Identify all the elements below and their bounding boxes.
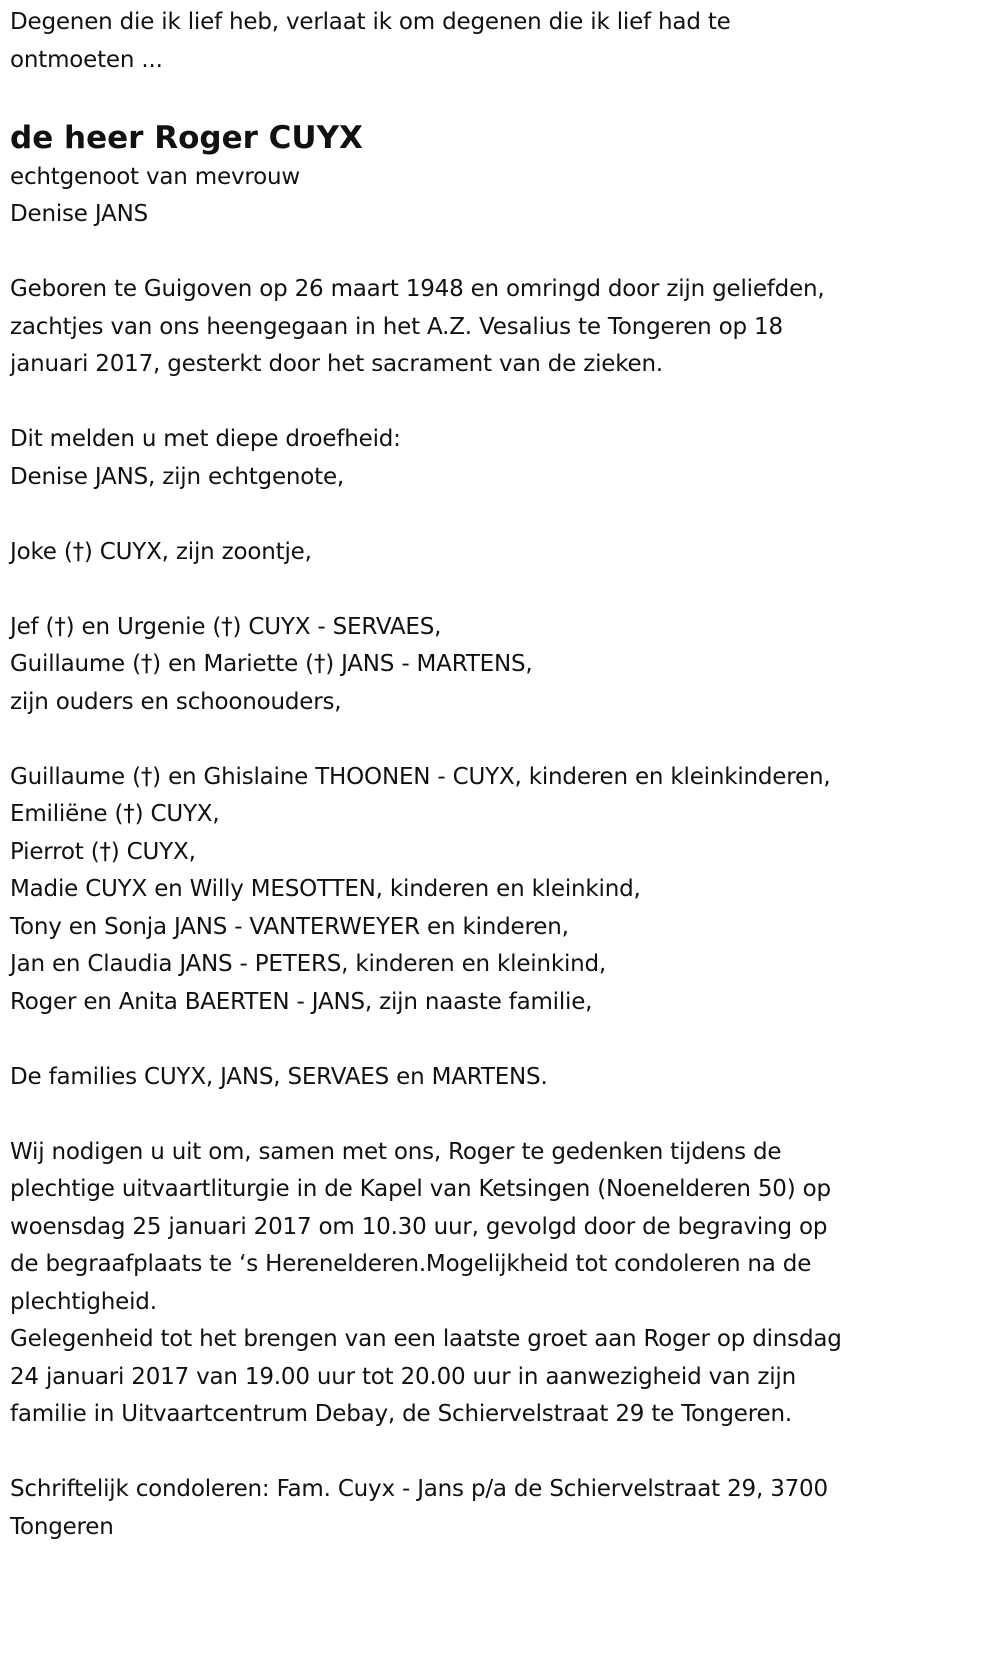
text-line: Jan en Claudia JANS - PETERS, kinderen en kleinkind,: [10, 951, 607, 977]
text-line: plechtige uitvaartliturgie in de Kapel van Ketsingen (Noenelderen 50) op: [10, 1176, 831, 1202]
text-line: Joke (†) CUYX, zijn zoontje,: [10, 538, 312, 565]
paragraph: [10, 421, 842, 496]
text-line: Denise JANS, zijn echtgenote,: [10, 463, 345, 490]
text-line: Wij nodigen u uit om, samen met ons, Roger te gedenken tijdens de: [10, 1138, 782, 1165]
paragraph: [10, 759, 842, 1022]
text-line: januari 2017, gesterkt door het sacrament van de zieken.: [10, 351, 663, 377]
text-line: Geboren te Guigoven op 26 maart 1948 en omringd door zijn geliefden,: [10, 276, 825, 302]
text-line: familie in Uitvaartcentrum Debay, de Schiervelstraat 29 te Tongeren.: [10, 1401, 792, 1427]
text-line: plechtigheid.: [10, 1288, 157, 1315]
text-line: Emiliëne (†) CUYX,: [10, 801, 220, 827]
opening-quote: [10, 4, 842, 79]
quote-line: Degenen die ik lief heb, verlaat ik om degenen die ik lief had te: [10, 9, 731, 35]
text-line: Jef (†) en Urgenie (†) CUYX - SERVAES,: [10, 613, 442, 640]
paragraph: [10, 534, 842, 572]
text-line: woensdag 25 januari 2017 om 10.30 uur, gevolgd door de begraving op: [10, 1213, 828, 1240]
text-line: Guillaume (†) en Ghislaine THOONEN - CUYX, kinderen en kleinkinderen,: [10, 763, 831, 790]
text-line: zijn ouders en schoonouders,: [10, 688, 342, 715]
text-line: echtgenoot van mevrouw: [10, 163, 300, 190]
text-line: Dit melden u met diepe droefheid:: [10, 426, 401, 452]
quote-line: ontmoeten ...: [10, 46, 163, 73]
text-line: Guillaume (†) en Mariette (†) JANS - MARTENS,: [10, 651, 533, 677]
deceased-name-heading: de heer Roger CUYX: [10, 119, 363, 156]
text-line: Pierrot (†) CUYX,: [10, 838, 196, 865]
obituary-document: [10, 4, 842, 1584]
text-line: 24 januari 2017 van 19.00 uur tot 20.00 uur in aanwezigheid van zijn: [10, 1363, 796, 1390]
text-line: de begraafplaats te ‘s Herenelderen.Mogelijkheid tot condoleren na de: [10, 1251, 812, 1277]
text-line: Madie CUYX en Willy MESOTTEN, kinderen en kleinkind,: [10, 876, 641, 902]
paragraph: [10, 1471, 842, 1546]
paragraph: [10, 271, 842, 384]
text-line: zachtjes van ons heengegaan in het A.Z. Vesalius te Tongeren op 18: [10, 313, 783, 340]
paragraph: [10, 1134, 842, 1434]
text-line: De families CUYX, JANS, SERVAES en MARTENS.: [10, 1063, 548, 1090]
text-line: Roger en Anita BAERTEN - JANS, zijn naaste familie,: [10, 988, 593, 1015]
paragraph: [10, 159, 842, 234]
text-line: Tony en Sonja JANS - VANTERWEYER en kinderen,: [10, 913, 569, 940]
text-line: Schriftelijk condoleren: Fam. Cuyx - Jans p/a de Schiervelstraat 29, 3700: [10, 1476, 828, 1502]
paragraph: [10, 1059, 842, 1097]
text-line: Denise JANS: [10, 201, 148, 227]
text-line: Tongeren: [10, 1513, 114, 1540]
paragraph: [10, 609, 842, 722]
obituary-body: [10, 159, 842, 1547]
text-line: Gelegenheid tot het brengen van een laatste groet aan Roger op dinsdag: [10, 1326, 842, 1352]
